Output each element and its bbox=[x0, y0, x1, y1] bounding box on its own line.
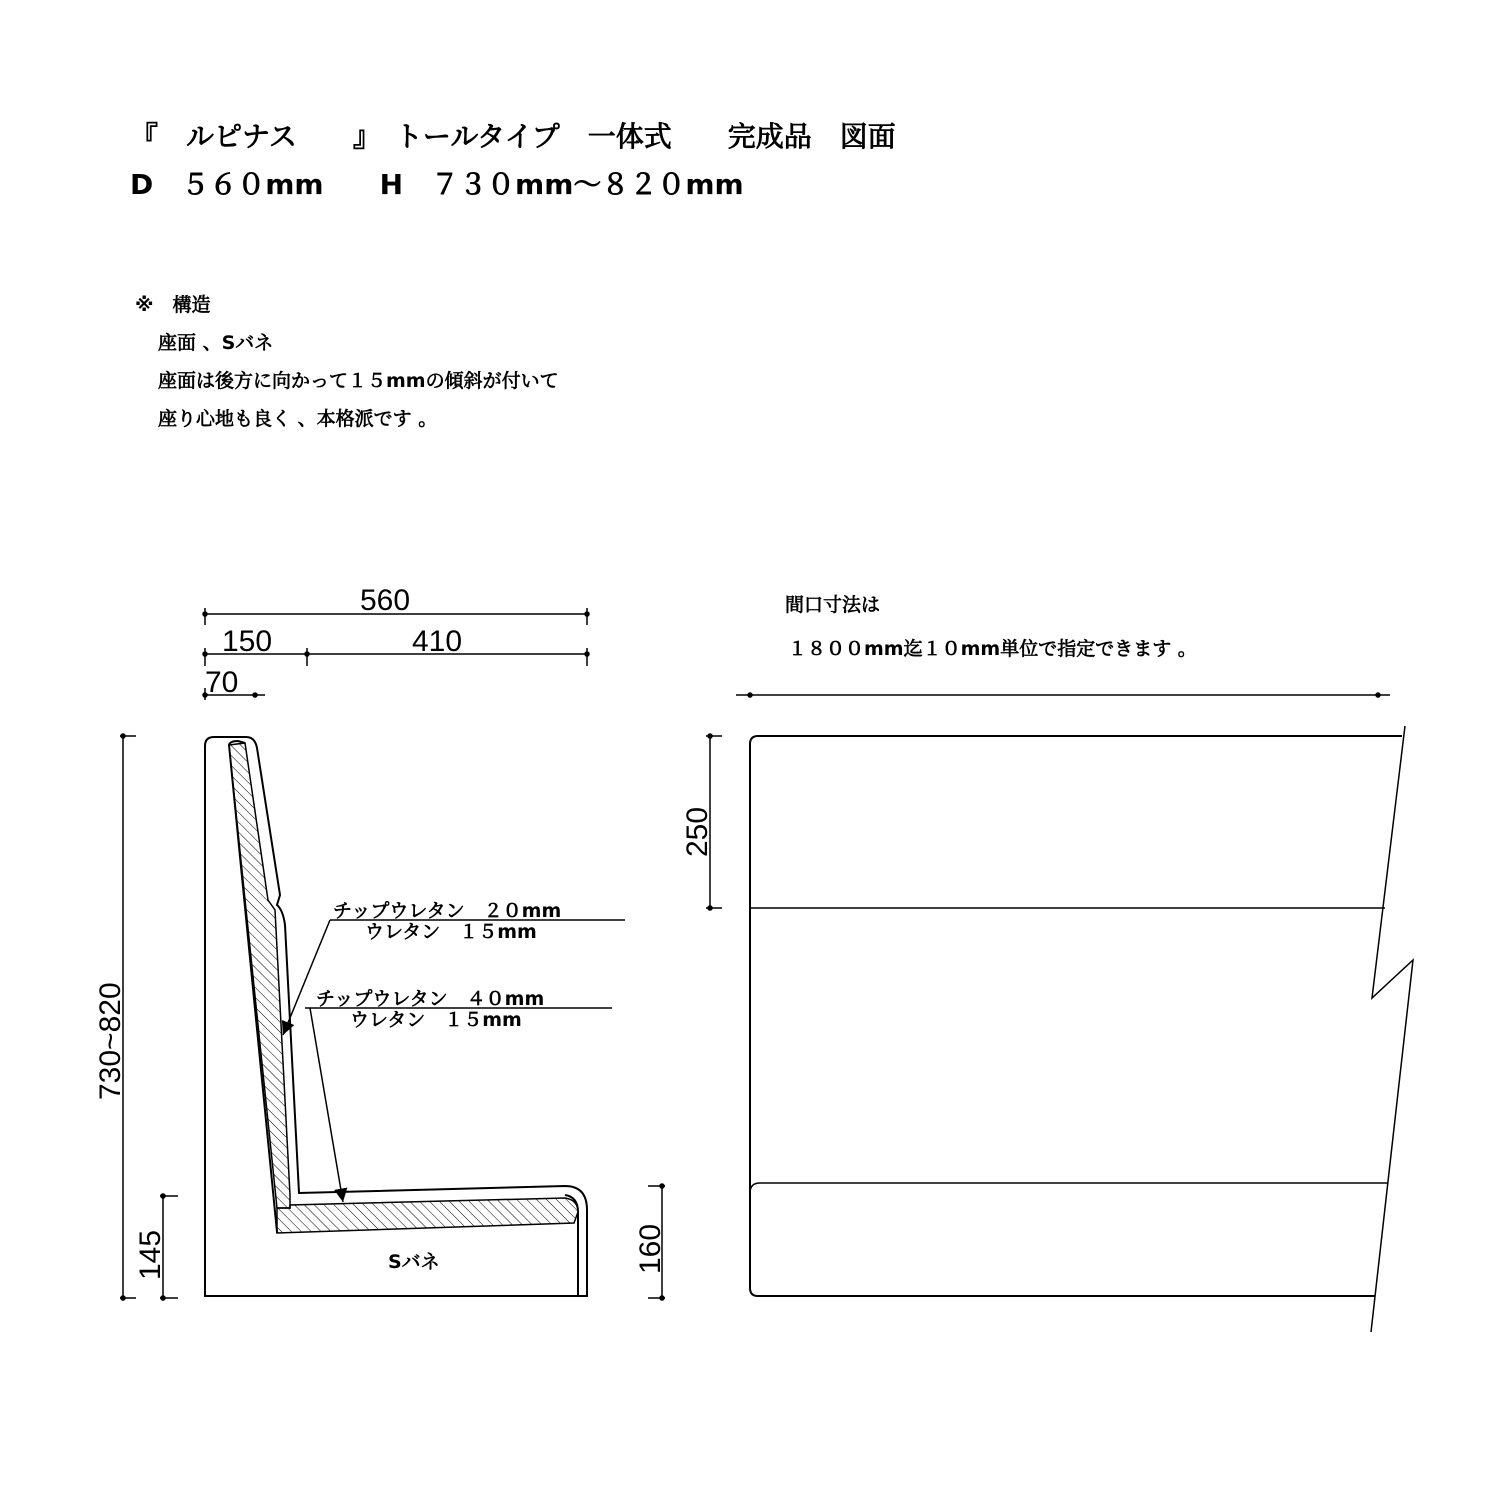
seat-callout-leader bbox=[305, 1008, 612, 1202]
break-line bbox=[1371, 726, 1413, 1332]
width-note-line-1: 間口寸法は bbox=[785, 594, 881, 616]
back-callout-line-1: チップウレタン ２０mm bbox=[333, 900, 562, 922]
structure-heading: ※ 構造 bbox=[135, 294, 211, 316]
structure-line-2: 座面は後方に向かって１５mmの傾斜が付いて bbox=[158, 370, 559, 392]
dim-label-total-depth: 560 bbox=[360, 584, 411, 617]
dim-label-rear: 410 bbox=[412, 625, 463, 658]
spring-label: Sバネ bbox=[388, 1251, 440, 1273]
dim-label-seat-height: 145 bbox=[134, 1229, 167, 1280]
dim-label-back-cushion: 250 bbox=[681, 806, 714, 857]
dim-label-back-thickness: 70 bbox=[205, 666, 239, 699]
back-cushion-hatch bbox=[229, 743, 290, 1208]
width-note-line-2: １８００mm迄１０mm単位で指定できます 。 bbox=[788, 638, 1197, 660]
seat-callout-line-1: チップウレタン ４０mm bbox=[316, 988, 545, 1010]
dim-label-total-height: 730~820 bbox=[94, 982, 127, 1100]
dim-label-front: 150 bbox=[222, 625, 273, 658]
seat-cushion-hatch bbox=[277, 1198, 578, 1233]
sofa-front-view bbox=[750, 736, 1402, 1296]
drawing-spec: D ５６０mm H ７３０mm～８２０mm bbox=[130, 168, 744, 201]
dimension-frontage-width bbox=[736, 693, 1390, 697]
seat-callout-line-2: ウレタン １５mm bbox=[350, 1009, 522, 1031]
back-callout-line-2: ウレタン １５mm bbox=[365, 921, 537, 943]
structure-line-1: 座面 、Sバネ bbox=[158, 332, 274, 354]
structure-line-3: 座り心地も良く 、本格派です 。 bbox=[158, 408, 438, 430]
dim-label-front-height: 160 bbox=[634, 1223, 667, 1274]
drawing-title: 『 ルピナス 』 トールタイプ 一体式 完成品 図面 bbox=[130, 120, 896, 153]
